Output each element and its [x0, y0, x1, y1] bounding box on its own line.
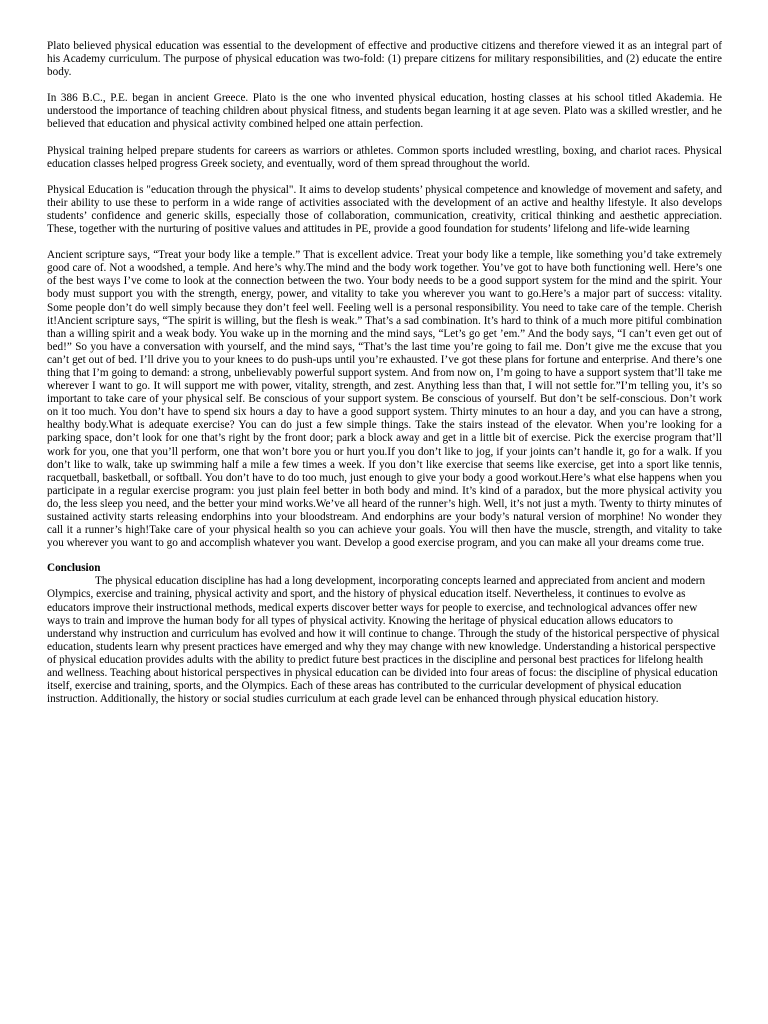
document-page [47, 40, 722, 706]
paragraph-plato-academy: Plato believed physical education was essential to the development of effective and productive citizens and therefore viewed it as an integral part of his Academy curriculum. The purpose of physical education was two-fold: (1) prepare citizens for military responsibilities, and (2) educate the entire body. [47, 40, 722, 79]
paragraph-body-temple: Ancient scripture says, “Treat your body like a temple.” That is excellent advice. Treat your body like a temple, like something you’d take extremely good care of. Not a woodshed, a temple. And here’s why.The mind and the body work together. You’ve got to have both functioning well. Here’s one of the best ways I’ve come to look at the connection between the two. Your body needs to be a good support system for the mind and the spirit. Your body must support you with the strength, energy, power, and vitality to take you wherever you want to go.Here’s a major part of success: vitality. Some people don’t do well simply because they don’t feel well. Feeling well is a personal responsibility. You need to take care of the temple. Cherish it!Ancient scripture says, “The spirit is willing, but the flesh is weak.” That’s a sad combination. It’s hard to think of a much more pitiful combination than a willing spirit and a weak body. You wake up in the morning and the mind says, “Let’s go get ’em.” And the body says, “I can’t even get out of bed!” So you have a conversation with yourself, and the mind says, “That’s the last time you’re going to fail me. Don’t give me the excuse that you can’t get out of bed. I’ll drive you to your knees to do push-ups until you’re exhausted. I’ve got these plans for fortune and enterprise. And there’s one thing that I’m going to demand: a strong, unbelievably powerful support system. And from now on, I’m going to have a support system that’ll take me wherever I want to go. It will support me with power, vitality, strength, and zest. Anything less than that, I will not settle for.”I’m telling you, it’s so important to take care of your physical self. Be conscious of your support system. Be conscious of yourself. But don’t be self-conscious. Don’t work on it too much. You don’t have to spend six hours a day to have a good support system. Thirty minutes to an hour a day, and you can have a strong, healthy body.What is adequate exercise? You can do just a few simple things. Take the stairs instead of the elevator. When you’re looking for a parking space, don’t look for one that’s right by the front door; park a block away and get in a little bit of exercise. Pick the exercise program that’ll work for you, one that you’ll perform, one that won’t bore you or hurt you.If you don’t like to jog, if your joints can’t handle it, go for a walk. If you don’t like to walk, take up swimming half a mile a few times a week. If you don’t like exercise that seems like exercise, get into a sport like tennis, racquetball, basketball, or softball. You don’t have to do too much, just enough to give your body a good workout.Here’s what else happens when you participate in a regular exercise program: you just plain feel better in both body and mind. It’s kind of a paradox, but the more physical activity you do, the less sleep you need, and the better your mind works.We’ve all heard of the runner’s high. Well, it’s not just a myth. Twenty to thirty minutes of sustained activity starts releasing endorphins into your bloodstream. And endorphins are your body’s natural version of morphine! No wonder they call it a runner’s high!Take care of your physical health so you can achieve your goals. You will then have the muscle, strength, and vitality to take you wherever you want to go and accomplish whatever you want. Develop a good exercise program, and you can make all your dreams come true. [47, 249, 722, 550]
conclusion-section [47, 562, 722, 706]
conclusion-heading: Conclusion [47, 562, 101, 575]
paragraph-physical-training: Physical training helped prepare students for careers as warriors or athletes. Common sports included wrestling, boxing, and chariot races. Physical education classes helped progress Greek society, and eventually, word of them spread throughout the world. [47, 144, 722, 170]
paragraph-ancient-greece: In 386 B.C., P.E. began in ancient Greece. Plato is the one who invented physical education, hosting classes at his school titled Akademia. He understood the importance of teaching children about physical fitness, and students began learning it at age seven. Plato was a skilled wrestler, and he believed that education and physical activity combined helped one attain perfection. [47, 92, 722, 131]
paragraph-pe-definition: Physical Education is "education through the physical". It aims to develop students’ physical competence and knowledge of movement and safety, and their ability to use these to perform in a wide range of activities associated with the development of an active and healthy lifestyle. It also develops students’ confidence and generic skills, especially those of collaboration, communication, creativity, critical thinking and aesthetic appreciation. These, together with the nurturing of positive values and attitudes in PE, provide a good foundation for students’ lifelong and life-wide learning [47, 183, 722, 236]
conclusion-body: The physical education discipline has had a long development, incorporating concepts learned and appreciated from ancient and modern Olympics, exercise and training, physical activity and sport, and the history of physical education itself. Nevertheless, it continues to evolve as educators improve their instructional methods, medical experts discover better ways for people to exercise, and technological advances offer new ways to train and improve the human body for all types of physical activity. Knowing the heritage of physical education allows educators to understand why instruction and curriculum has evolved and how it will continue to change. Through the study of the historical perspective of physical education, students learn why present practices have emerged and why they may change with new knowledge. Understanding a historical perspective of physical education provides adults with the ability to predict future best practices in the discipline and personal best practices for lifelong health and wellness. Teaching about historical perspectives in physical education can be divided into four areas of focus: the discipline of physical education itself, exercise and training, sports, and the Olympics. Each of these areas has contributed to the curricular development of physical education instruction. Additionally, the history or social studies curriculum at each grade level can be enhanced through physical education history. [47, 575, 720, 706]
